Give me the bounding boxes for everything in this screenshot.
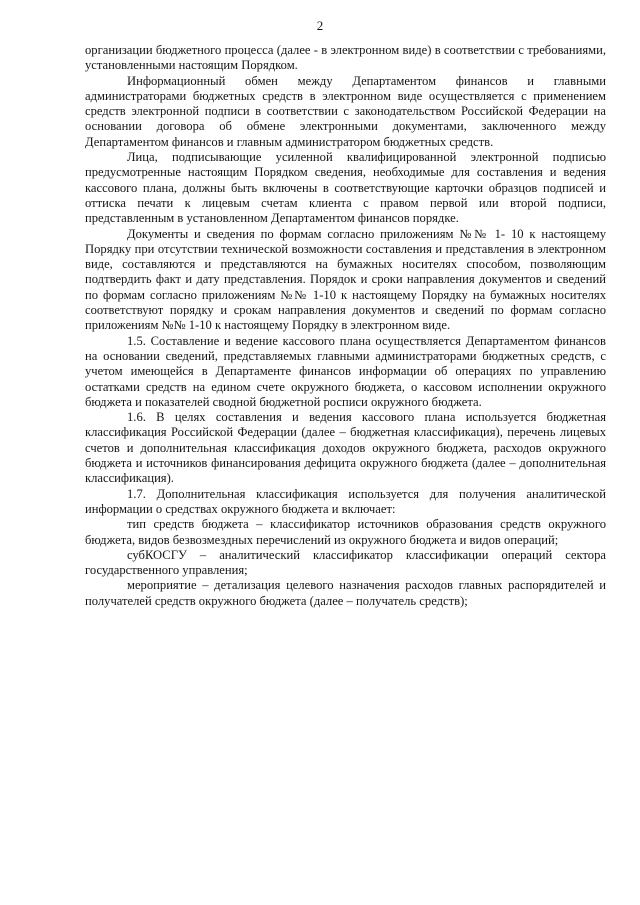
paragraph-signatories: Лица, подписывающие усиленной квалифицированной электронной подписью предусмотренные настоящим Порядком сведения, необходимые для составления и ведения кассового плана, должны быть включены в соответствующие карточки образцов подписей и оттиска печати к лицевым счетам клиента с правом первой или второй подписи, представленным в установленном Департаментом финансов порядке. xyxy=(85,150,606,226)
paragraph-activity: мероприятие – детализация целевого назначения расходов главных распорядителей и получателей средств окружного бюджета (далее – получатель средств); xyxy=(85,578,606,608)
paragraph-paper-documents: Документы и сведения по формам согласно приложениям №№ 1- 10 к настоящему Порядку при отсутствии технической возможности составления и представления в электронном виде, составляются и представляются на бумажных носителях способом, позволяющим подтвердить факт и дату представления. Порядок и сроки направления документов и сведений по формам согласно приложениям №№ 1-10 к настоящему Порядку на бумажных носителях соответствуют порядку и срокам направления документов и сведений по формам согласно приложениям №№ 1-10 к настоящему Порядку в электронном виде. xyxy=(85,226,606,333)
paragraph-continuation: организации бюджетного процесса (далее - в электронном виде) в соответствии с требованиями, установленными настоящим Порядком. xyxy=(85,43,606,73)
paragraph-subkosgu: субКОСГУ – аналитический классификатор классификации операций сектора государственного управления; xyxy=(85,547,606,578)
paragraph-information-exchange: Информационный обмен между Департаментом финансов и главными администраторами бюджетных средств в электронном виде осуществляется с применением средств электронной подписи в соответствии с законодательством Российской Федерации на основании договора об обмене электронными документами, заключенного между Департаментом финансов и главным администратором бюджетных средств. xyxy=(85,73,606,149)
page-number: 2 xyxy=(316,18,324,33)
paragraph-1-7: 1.7. Дополнительная классификация используется для получения аналитической информации о средствах окружного бюджета и включает: xyxy=(85,486,606,516)
document-body xyxy=(85,43,606,609)
paragraph-funds-type: тип средств бюджета – классификатор источников образования средств окружного бюджета, видов безвозмездных перечислений из окружного бюджета и видов операций; xyxy=(85,517,606,547)
paragraph-1-5: 1.5. Составление и ведение кассового плана осуществляется Департаментом финансов на основании сведений, представляемых главными администраторами бюджетных средств, с учетом имеющейся в Департаменте финансов информации об операциях по управлению остатками средств на едином счете окружного бюджета, о кассовом исполнении окружного бюджета и показателей сводной бюджетной росписи окружного бюджета. xyxy=(85,333,606,409)
paragraph-1-6: 1.6. В целях составления и ведения кассового плана используется бюджетная классификация Российской Федерации (далее – бюджетная классификация), перечень лицевых счетов и дополнительная классификация доходов окружного бюджета, расходов окружного бюджета и источников финансирования дефицита окружного бюджета (далее – дополнительная классификация). xyxy=(85,410,606,486)
